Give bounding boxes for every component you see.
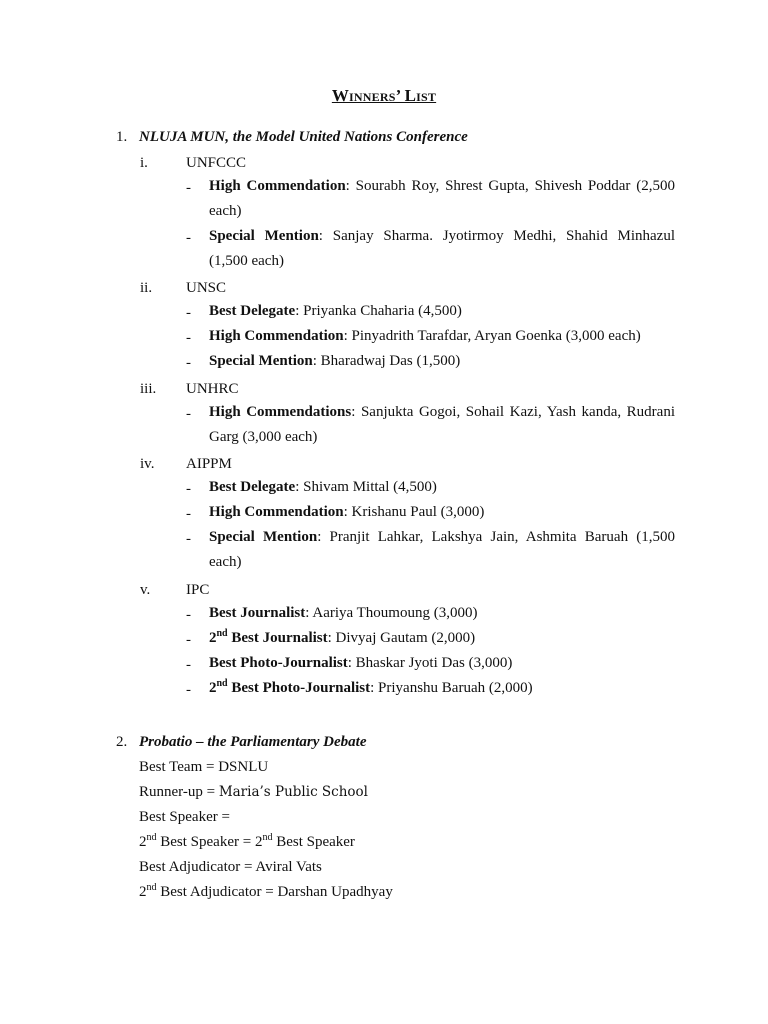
- award-item: [209, 525, 675, 575]
- ordinal-number: 2: [209, 630, 217, 646]
- result-value: Darshan Upadhyay: [277, 884, 393, 900]
- award-label: Best Delegate: [209, 479, 296, 495]
- result-label: Runner-up =: [139, 784, 219, 800]
- section-number: 2.: [116, 734, 128, 750]
- result-value: Best Speaker: [272, 834, 355, 850]
- award-item: [209, 299, 675, 324]
- ordinal-number: 2: [254, 834, 263, 850]
- result-label: Best Speaker =: [156, 834, 255, 850]
- award-recipients: : Shivam Mittal (4,500): [295, 479, 437, 495]
- bullet-dash: -: [186, 657, 191, 673]
- ordinal-suffix: nd: [216, 678, 228, 689]
- award-label: High Commendation: [209, 178, 346, 194]
- award-label: High Commendation: [209, 504, 344, 520]
- section-1-heading: [116, 127, 127, 147]
- committee-name: IPC: [186, 582, 210, 598]
- award-recipients: : Priyanshu Baruah (2,000): [370, 680, 533, 696]
- result-label: Best Team =: [139, 759, 219, 775]
- award-recipients: : Sourabh Roy, Shrest Gupta, Shivesh Poddar (2,500 each): [209, 178, 675, 219]
- committee-name: AIPPM: [186, 456, 232, 472]
- award-recipients: : Pinyadrith Tarafdar, Aryan Goenka (3,000 each): [343, 328, 641, 344]
- award-label: Best Delegate: [209, 303, 296, 319]
- award-item: [209, 224, 675, 274]
- award-item: [209, 626, 675, 651]
- award-label: [209, 680, 370, 696]
- page-title: Winners’ List: [331, 86, 437, 105]
- award-recipients: : Bharadwaj Das (1,500): [312, 353, 461, 369]
- committee-name: UNHRC: [186, 381, 239, 397]
- award-recipients: : Pranjit Lahkar, Lakshya Jain, Ashmita Baruah (1,500 each): [209, 529, 675, 570]
- award-label: High Commendations: [209, 404, 352, 420]
- award-item: [209, 651, 675, 676]
- result-label: Best Speaker =: [139, 809, 230, 825]
- ordinal-suffix: nd: [216, 628, 228, 639]
- committee-name: UNSC: [186, 280, 227, 296]
- award-item: [209, 174, 675, 224]
- committee-name: UNFCCC: [186, 155, 247, 171]
- award-item: [209, 400, 675, 450]
- ordinal-suffix: nd: [262, 832, 273, 843]
- award-label-text: Best Journalist: [227, 630, 328, 646]
- committee-numeral: ii.: [140, 280, 153, 296]
- ordinal-suffix: nd: [146, 882, 157, 893]
- award-recipients: : Sanjay Sharma. Jyotirmoy Medhi, Shahid Minhazul (1,500 each): [209, 228, 676, 269]
- award-recipients: : Krishanu Paul (3,000): [343, 504, 485, 520]
- committee-numeral: iii.: [140, 381, 157, 397]
- award-label-text: Best Photo-Journalist: [227, 680, 371, 696]
- result-label: Best Adjudicator =: [156, 884, 278, 900]
- result-second-best-adjudicator: [139, 882, 393, 902]
- result-best-speaker: [139, 807, 230, 827]
- bullet-dash: -: [186, 406, 191, 422]
- award-label: Special Mention: [209, 353, 313, 369]
- award-recipients: : Priyanka Chaharia (4,500): [295, 303, 462, 319]
- award-recipients: : Divyaj Gautam (2,000): [327, 630, 476, 646]
- ordinal-number: 2: [139, 884, 147, 900]
- award-label: Special Mention: [209, 228, 319, 244]
- bullet-dash: -: [186, 682, 191, 698]
- award-recipients: : Sanjukta Gogoi, Sohail Kazi, Yash kanda, Rudrani Garg (3,000 each): [209, 404, 675, 445]
- award-recipients: : Aariya Thoumoung (3,000): [305, 605, 478, 621]
- award-item: [209, 349, 675, 374]
- award-recipients: : Bhaskar Jyoti Das (3,000): [347, 655, 513, 671]
- committee-numeral: iv.: [140, 456, 155, 472]
- bullet-dash: -: [186, 531, 191, 547]
- award-item: [209, 676, 675, 701]
- bullet-dash: -: [186, 506, 191, 522]
- award-label: Best Photo-Journalist: [209, 655, 348, 671]
- award-label: [209, 630, 328, 646]
- result-best-adjudicator: [139, 857, 322, 877]
- award-item: [209, 475, 675, 500]
- result-value: DSNLU: [218, 759, 269, 775]
- section-1-title: NLUJA MUN, the Model United Nations Conference: [139, 129, 468, 145]
- award-item: [209, 324, 675, 349]
- bullet-dash: -: [186, 632, 191, 648]
- section-number: 1.: [116, 129, 128, 145]
- result-best-team: [139, 757, 268, 777]
- award-item: [209, 601, 675, 626]
- bullet-dash: -: [186, 355, 191, 371]
- bullet-dash: -: [186, 180, 191, 196]
- committee-numeral: v.: [140, 582, 151, 598]
- award-label: High Commendation: [209, 328, 344, 344]
- award-label: Special Mention: [209, 529, 318, 545]
- bullet-dash: -: [186, 230, 191, 246]
- result-label: Best Adjudicator =: [139, 859, 256, 875]
- bullet-dash: -: [186, 305, 191, 321]
- result-value: Maria’s Public School: [218, 784, 368, 800]
- section-2-title: Probatio – the Parliamentary Debate: [139, 734, 367, 750]
- bullet-dash: -: [186, 607, 191, 623]
- bullet-dash: -: [186, 330, 191, 346]
- result-value: Aviral Vats: [255, 859, 322, 875]
- committee-numeral: i.: [140, 155, 148, 171]
- ordinal-number: 2: [209, 680, 217, 696]
- result-second-best-speaker: [139, 832, 355, 852]
- award-label: Best Journalist: [209, 605, 306, 621]
- bullet-dash: -: [186, 481, 191, 497]
- ordinal-number: 2: [139, 834, 147, 850]
- result-runner-up: [139, 782, 368, 802]
- award-item: [209, 500, 675, 525]
- ordinal-suffix: nd: [146, 832, 157, 843]
